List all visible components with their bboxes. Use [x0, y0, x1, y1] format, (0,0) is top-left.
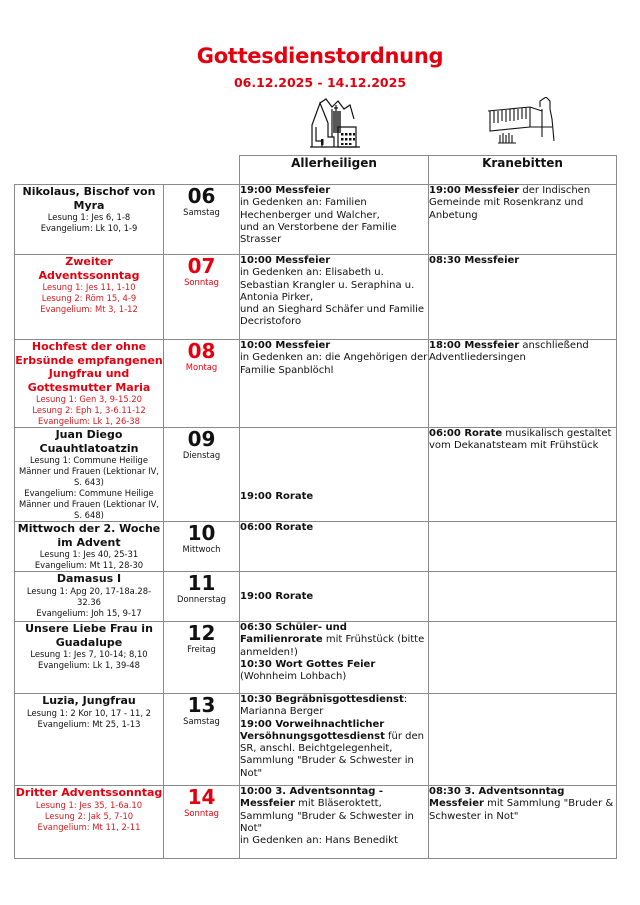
service-entry [240, 522, 428, 534]
service-entry [240, 835, 428, 847]
service-detail: mit Sammlung "Bruder & Schwester in Not" [429, 798, 614, 822]
service-entry [240, 491, 428, 503]
service-entry [429, 340, 616, 365]
day-number: 13 [187, 693, 216, 717]
service-time-title: 19:00 Rorate [240, 590, 314, 602]
service-cell-kranebitten [429, 340, 617, 428]
service-cell-kranebitten [429, 572, 617, 622]
service-cell-allerheiligen [240, 572, 429, 622]
service-detail: (Wohnheim Lohbach) [240, 671, 347, 683]
reading: Lesung 1: Apg 20, 17-18a.28-32.36 [26, 585, 152, 607]
reading: Evangelium: Lk 10, 1-9 [40, 223, 138, 233]
weekday: Samstag [183, 716, 220, 726]
feast-name: Zweiter Adventssonntag [38, 255, 140, 282]
weekday: Mittwoch [182, 544, 221, 554]
service-entry [240, 340, 428, 352]
header-blank [15, 156, 164, 185]
service-detail: mit Frühstück (bitte anmelden!) [240, 634, 425, 658]
day-row [15, 255, 617, 340]
day-number: 06 [187, 184, 216, 208]
service-time-title: 10:00 Messfeier [240, 255, 331, 266]
service-entry [240, 694, 428, 706]
service-time-title: 10:00 Messfeier [240, 340, 331, 351]
reading: Evangelium: Commune Heilige Männer und Frauen (Lektionar IV, S. 648) [19, 488, 159, 520]
reading: Lesung 1: Jes 6, 1-8 [47, 212, 131, 222]
feast-name: Unsere Liebe Frau in Guadalupe [25, 622, 153, 649]
date-cell [164, 340, 240, 428]
feast-name: Mittwoch der 2. Woche im Advent [17, 522, 161, 549]
service-time-title: 19:00 Messfeier [240, 185, 331, 196]
service-time-title: 10:30 Wort Gottes Feier [240, 658, 376, 670]
service-entry [240, 591, 428, 603]
reading: Lesung 2: Röm 15, 4-9 [41, 293, 137, 303]
service-cell-allerheiligen [240, 185, 429, 255]
service-time-title: 10:00 3. Adventsonntag - Messfeier [240, 786, 384, 810]
reading: Lesung 1: Commune Heilige Männer und Frauen (Lektionar IV, S. 643) [19, 455, 159, 487]
service-entry [240, 659, 428, 671]
service-entry [240, 304, 428, 329]
service-entry [240, 719, 428, 780]
date-cell [164, 185, 240, 255]
reading: Evangelium: Mt 11, 28-30 [34, 560, 144, 570]
day-row [15, 340, 617, 428]
day-number: 09 [187, 427, 216, 451]
service-time-title: 18:00 Messfeier [429, 340, 520, 351]
church-allerheiligen-icon [308, 97, 364, 151]
page-title: Gottesdienstordnung [196, 44, 444, 68]
day-row [15, 786, 617, 859]
day-number: 11 [187, 571, 216, 595]
service-cell-kranebitten [429, 786, 617, 859]
service-entry [240, 671, 428, 683]
weekday: Freitag [187, 644, 216, 654]
feast-name: Juan Diego Cuauhtlatoatzin [39, 428, 139, 455]
date-range: 06.12.2025 - 14.12.2025 [233, 75, 407, 90]
church-kranebitten-icon [486, 97, 558, 147]
service-entry [240, 222, 428, 247]
date-cell [164, 786, 240, 859]
weekday: Sonntag [184, 808, 219, 818]
reading: Lesung 1: Jes 35, 1-6a.10 [35, 799, 143, 810]
reading: Evangelium: Mt 25, 1-13 [37, 718, 141, 729]
reading: Lesung 1: 2 Kor 10, 17 - 11, 2 [26, 707, 152, 718]
reading: Evangelium: Lk 1, 39-48 [38, 660, 140, 670]
service-time-title: 19:00 Messfeier [429, 185, 520, 196]
day-row [15, 522, 617, 572]
schedule-table [14, 155, 617, 859]
reading: Evangelium: Lk 1, 26-38 [38, 416, 140, 426]
service-detail: in Gedenken an: Elisabeth u. Sebastian Krangler u. Seraphina u. Antonia Pirker, [240, 267, 415, 303]
date-cell [164, 428, 240, 522]
service-detail: musikalisch gestaltet vom Dekanatsteam mit Frühstück [429, 428, 612, 452]
feast-cell [15, 622, 164, 694]
service-detail: : [403, 694, 408, 705]
reading: Lesung 1: Gen 3, 9-15.20 [35, 394, 143, 404]
column-header-kranebitten: Kranebitten [429, 156, 617, 185]
service-entry [240, 786, 428, 835]
service-cell-kranebitten [429, 522, 617, 572]
service-time-title: 06:00 Rorate [240, 522, 314, 533]
service-detail: für den SR, anschl. Beichtgelegenheit, Sammlung "Bruder & Schwester in Not" [240, 730, 425, 779]
service-entry [240, 352, 428, 377]
feast-cell [15, 340, 164, 428]
service-time-title: 10:30 Begräbnisgottesdienst [240, 694, 404, 705]
day-row [15, 622, 617, 694]
day-row [15, 572, 617, 622]
service-detail: Marianna Berger [240, 706, 324, 718]
feast-name: Luzia, Jungfrau [42, 694, 136, 707]
service-cell-allerheiligen [240, 255, 429, 340]
date-cell [164, 694, 240, 786]
service-detail: in Gedenken an: Familien Hechenberger und Walcher, [240, 197, 380, 221]
day-number: 07 [187, 254, 216, 278]
service-entry [240, 622, 428, 659]
date-cell [164, 522, 240, 572]
feast-cell [15, 185, 164, 255]
header-blank [164, 156, 240, 185]
day-number: 12 [187, 621, 216, 645]
feast-cell [15, 522, 164, 572]
service-entry [240, 185, 428, 197]
service-detail: der Indischen Gemeinde mit Rosenkranz und Anbetung [429, 185, 591, 221]
service-entry [429, 255, 616, 267]
feast-name: Dritter Adventssonntag [15, 786, 163, 799]
day-row [15, 185, 617, 255]
feast-name: Damasus I [56, 572, 122, 585]
service-detail: und an Verstorbene der Familie Strasser [240, 221, 397, 246]
feast-cell [15, 428, 164, 522]
feast-name: Nikolaus, Bischof von Myra [22, 185, 156, 212]
weekday: Donnerstag [177, 594, 226, 604]
feast-cell [15, 255, 164, 340]
weekday: Dienstag [182, 450, 221, 460]
service-time-title: 08:30 Messfeier [429, 255, 520, 266]
service-cell-allerheiligen [240, 622, 429, 694]
service-cell-allerheiligen [240, 786, 429, 859]
date-cell [164, 572, 240, 622]
service-time-title: 06:30 Schüler- und Familienrorate [240, 622, 347, 646]
service-detail: und an Sieghard Schäfer und Familie Decristoforo [240, 304, 425, 328]
service-entry [429, 185, 616, 222]
service-entry [240, 197, 428, 222]
day-row [15, 694, 617, 786]
date-cell [164, 255, 240, 340]
reading: Lesung 2: Eph 1, 3-6.11-12 [32, 405, 146, 415]
service-cell-kranebitten [429, 428, 617, 522]
feast-cell [15, 694, 164, 786]
reading: Lesung 1: Jes 7, 10-14; 8,10 [30, 649, 148, 659]
feast-cell [15, 572, 164, 622]
reading: Lesung 1: Jes 40, 25-31 [39, 549, 139, 559]
service-detail: in Gedenken an: die Angehörigen der Familie Spanblöchl [240, 352, 428, 376]
reading: Evangelium: Mt 3, 1-12 [40, 304, 138, 314]
day-number: 14 [187, 785, 216, 809]
service-detail: in Gedenken an: Hans Benedikt [240, 835, 398, 847]
service-entry [429, 428, 616, 453]
day-number: 08 [187, 339, 216, 363]
service-time-title: 19:00 Rorate [240, 490, 314, 502]
service-cell-allerheiligen [240, 694, 429, 786]
reading: Evangelium: Mt 11, 2-11 [37, 821, 141, 832]
feast-cell [15, 786, 164, 859]
service-cell-allerheiligen [240, 340, 429, 428]
service-cell-allerheiligen [240, 428, 429, 522]
column-header-allerheiligen: Allerheiligen [240, 156, 429, 185]
weekday: Montag [185, 362, 218, 372]
feast-name: Hochfest der ohne Erbsünde empfangenen Jungfrau und Gottesmutter Maria [15, 340, 163, 394]
service-cell-kranebitten [429, 622, 617, 694]
service-time-title: 08:30 3. Adventsonntag Messfeier [429, 786, 565, 810]
reading: Lesung 1: Jes 11, 1-10 [42, 282, 136, 292]
service-cell-kranebitten [429, 255, 617, 340]
reading: Evangelium: Joh 15, 9-17 [36, 607, 142, 618]
service-detail: anschließend Adventliedersingen [429, 340, 589, 364]
header-row [15, 156, 617, 185]
service-entry [240, 706, 428, 718]
service-time-title: 19:00 Vorweihnachtlicher Versöhnungsgottesdienst [240, 718, 385, 742]
service-entry [429, 786, 616, 823]
weekday: Samstag [183, 207, 220, 217]
day-row [15, 428, 617, 522]
day-number: 10 [187, 521, 216, 545]
service-cell-kranebitten [429, 694, 617, 786]
service-time-title: 06:00 Rorate [429, 428, 503, 439]
service-detail: mit Bläseroktett, Sammlung "Bruder & Schwester in Not" [240, 798, 414, 834]
reading: Lesung 2: Jak 5, 7-10 [44, 810, 134, 821]
service-cell-allerheiligen [240, 522, 429, 572]
service-entry [240, 255, 428, 267]
weekday: Sonntag [184, 277, 219, 287]
service-entry [240, 267, 428, 304]
date-cell [164, 622, 240, 694]
service-cell-kranebitten [429, 185, 617, 255]
